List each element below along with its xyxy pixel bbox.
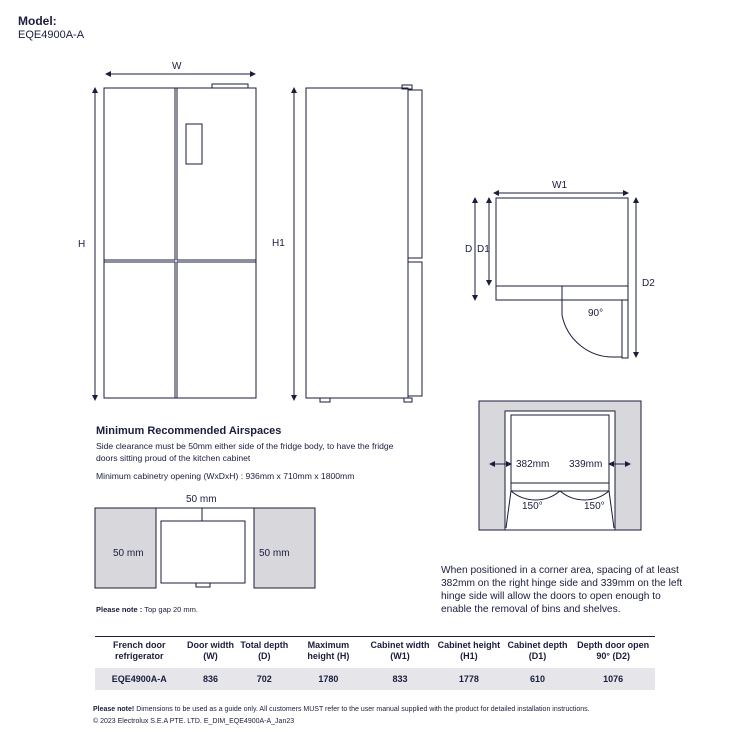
angle-150-right-label: 150° (584, 501, 605, 512)
table-header-row (95, 637, 655, 669)
dim-d1-label: D1 (477, 244, 490, 255)
table-header: Cabinet depth (D1) (504, 637, 572, 669)
model-code: EQE4900A-A (18, 29, 85, 41)
dim-w1-label: W1 (552, 180, 567, 191)
table-cell: 833 (366, 668, 434, 690)
table-header: Door width (W) (184, 637, 238, 669)
table-row (95, 668, 655, 690)
footer-copyright: © 2023 Electrolux S.E.A PTE. LTD. E_DIM_EQE4900A-A_Jan23 (93, 718, 295, 725)
corner-placement-text: When positioned in a corner area, spacing of at least 382mm on the right hinge side and 339mm on the left hinge side will allow the doors to open enough to enable the removal of bins and shelves. (441, 565, 683, 615)
dim-h-label: H (78, 239, 86, 250)
airspace-text: Side clearance must be 50mm either side of the fridge body, to have the fridge doors sitting proud of the kitchen cabinet (96, 441, 394, 463)
side-view (294, 85, 422, 402)
cabinet-opening-text: Minimum cabinetry opening (WxDxH) : 936mm x 710mm x 1800mm (96, 471, 355, 481)
left-clearance-label: 382mm (516, 459, 550, 470)
table-cell: 610 (504, 668, 572, 690)
model-label: Model: (18, 14, 57, 28)
dim-d-label: D (465, 244, 473, 255)
dim-h1-label: H1 (272, 238, 285, 249)
top-view (475, 193, 636, 358)
note-text: Top gap 20 mm. (144, 605, 199, 614)
table-header: French door refrigerator (95, 637, 184, 669)
table-cell: EQE4900A-A (95, 668, 184, 690)
footer-note (93, 706, 590, 713)
table-header: Cabinet height (H1) (434, 637, 503, 669)
front-view (95, 74, 256, 400)
table-header: Total depth (D) (238, 637, 292, 669)
table-header: Depth door open 90° (D2) (571, 637, 655, 669)
corner-view (479, 401, 641, 530)
airspace-title: Minimum Recommended Airspaces (96, 425, 282, 437)
side-right-label: 50 mm (259, 548, 290, 559)
table-cell: 1076 (571, 668, 655, 690)
table-header: Cabinet width (W1) (366, 637, 434, 669)
footer-note-label: Please note! (93, 706, 135, 713)
top-gap-label: 50 mm (186, 494, 217, 505)
dim-d2-label: D2 (642, 278, 655, 289)
table-cell: 1778 (434, 668, 503, 690)
angle-90-label: 90° (588, 308, 604, 319)
dimension-table (95, 636, 655, 690)
angle-150-left-label: 150° (522, 501, 543, 512)
table-header: Maximum height (H) (291, 637, 366, 669)
dim-w-label: W (172, 61, 182, 72)
side-left-label: 50 mm (113, 548, 144, 559)
top-gap-note (96, 605, 198, 614)
note-label: Please note : (96, 605, 143, 614)
right-clearance-label: 339mm (569, 459, 603, 470)
footer-note-text: Dimensions to be used as a guide only. All customers MUST refer to the user manual supplied with the product for detailed installation instructions. (136, 706, 590, 713)
table-cell: 836 (184, 668, 238, 690)
table-cell: 702 (238, 668, 292, 690)
table-cell: 1780 (291, 668, 366, 690)
